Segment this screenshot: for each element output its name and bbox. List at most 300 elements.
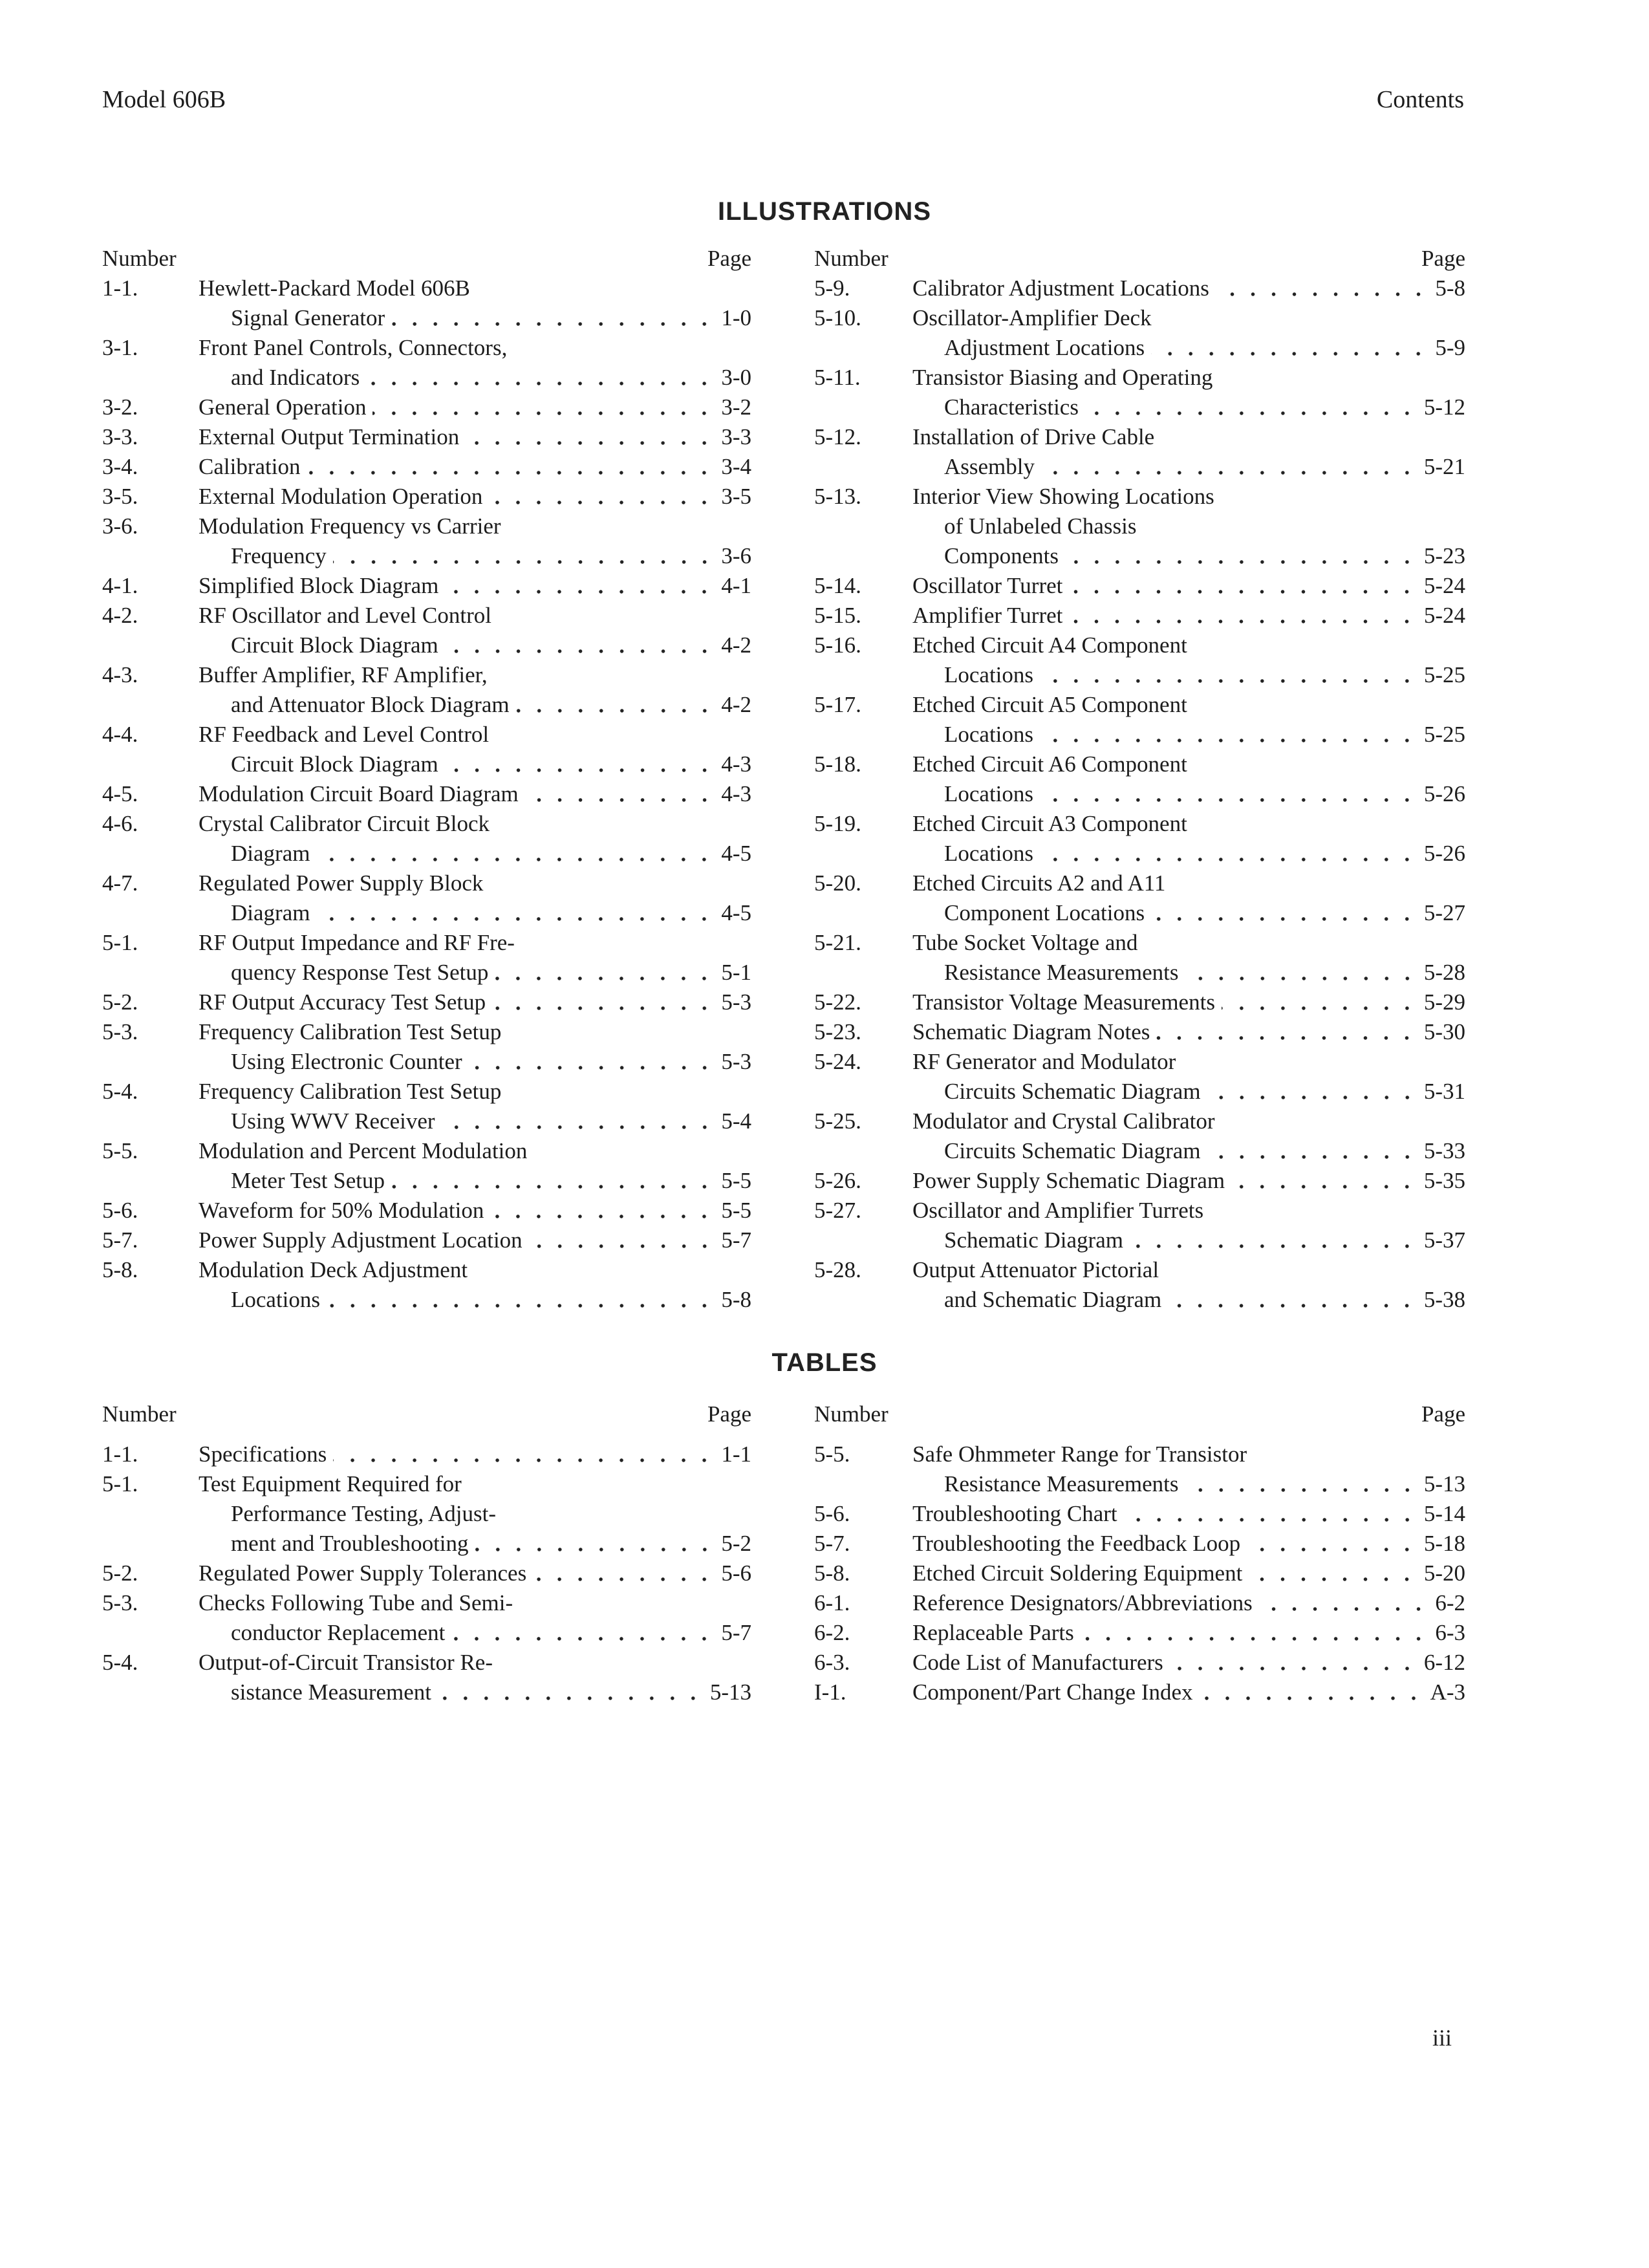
toc-entry (102, 571, 751, 601)
page-number: iii (1432, 2025, 1452, 2051)
entry-number: 5-19. (814, 811, 861, 836)
entry-title: Troubleshooting Chart (912, 1501, 1117, 1526)
dot-leader (333, 1458, 715, 1463)
entry-page: 5-13 (1423, 1471, 1465, 1496)
entry-page: 5-38 (1423, 1287, 1465, 1312)
entry-page: 5-25 (1423, 722, 1465, 747)
toc-entry-line (814, 1529, 1465, 1559)
entry-title: General Operation (199, 394, 367, 420)
toc-entry-line (814, 1017, 1465, 1047)
entry-title: Signal Generator (231, 305, 385, 330)
entry-title: Safe Ohmmeter Range for Transistor (912, 1442, 1247, 1467)
entry-page: 5-2 (721, 1531, 751, 1556)
entry-title: Component Locations (944, 900, 1145, 925)
toc-entry-line (102, 631, 751, 660)
toc-entry-line (814, 541, 1465, 571)
dot-leader (1085, 411, 1417, 416)
entry-title: sistance Measurement (231, 1679, 432, 1705)
entry-number: 5-25. (814, 1108, 861, 1134)
toc-entry (814, 1166, 1465, 1196)
dot-leader (525, 797, 715, 803)
entry-number: 5-2. (102, 1561, 138, 1586)
entry-title: Regulated Power Supply Block (199, 870, 484, 896)
illustrations-right-column (814, 244, 1465, 1315)
toc-entry (102, 1226, 751, 1255)
toc-entry (102, 1136, 751, 1196)
entry-number: 5-1. (102, 930, 138, 955)
entry-title: Output-of-Circuit Transistor Re- (199, 1650, 493, 1675)
dot-leader (1040, 738, 1417, 743)
toc-entry (814, 1588, 1465, 1618)
toc-entry-line (814, 571, 1465, 601)
entry-number: 5-22. (814, 989, 861, 1015)
dot-leader (466, 440, 715, 446)
page-column-label: Page (1421, 246, 1465, 271)
toc-entry (102, 779, 751, 809)
toc-entry-line (814, 779, 1465, 809)
entry-title: quency Response Test Setup (231, 960, 489, 985)
toc-entry-line (102, 809, 751, 839)
toc-entry-line (102, 1166, 751, 1196)
toc-entry-line (102, 1529, 751, 1559)
entry-title: Etched Circuit A6 Component (912, 751, 1187, 777)
entry-page: 3-0 (721, 365, 751, 390)
toc-entry-line (102, 1196, 751, 1226)
entry-number: 1-1. (102, 1442, 138, 1467)
entry-title: Frequency Calibration Test Setup (199, 1019, 502, 1044)
entry-number: 5-8. (102, 1257, 138, 1282)
tables-right-column (814, 1399, 1465, 1707)
entry-title: Diagram (231, 841, 310, 866)
entry-number: 4-2. (102, 603, 138, 628)
entry-title: Circuit Block Diagram (231, 751, 438, 777)
toc-entry-line (102, 274, 751, 303)
page-column-label: Page (707, 1401, 751, 1427)
entry-title: Schematic Diagram Notes (912, 1019, 1150, 1044)
entry-title: RF Generator and Modulator (912, 1049, 1176, 1074)
entry-title: Crystal Calibrator Circuit Block (199, 811, 490, 836)
dot-leader (307, 470, 715, 475)
dot-leader (1151, 916, 1417, 922)
toc-entry-line (102, 571, 751, 601)
entry-title: Power Supply Schematic Diagram (912, 1168, 1225, 1193)
dot-leader (391, 321, 715, 327)
entry-number: 5-18. (814, 751, 861, 777)
entry-title: Installation of Drive Cable (912, 424, 1155, 449)
toc-entry-line (102, 303, 751, 333)
dot-leader (451, 1636, 715, 1641)
toc-entry-line (102, 1255, 751, 1285)
entry-title: Troubleshooting the Feedback Loop (912, 1531, 1241, 1556)
toc-entry (814, 1107, 1465, 1166)
toc-entry-line (814, 482, 1465, 512)
toc-entry-line (102, 958, 751, 988)
dot-leader (438, 1696, 704, 1701)
toc-entry-line (102, 690, 751, 720)
entry-title: Meter Test Setup (231, 1168, 385, 1193)
toc-entry-line (814, 1255, 1465, 1285)
entry-page: 5-1 (721, 960, 751, 985)
entry-page: 5-29 (1423, 989, 1465, 1015)
entry-number: 5-2. (102, 989, 138, 1015)
toc-entry-line (814, 512, 1465, 541)
entry-number: 5-28. (814, 1257, 861, 1282)
entry-title: Replaceable Parts (912, 1620, 1074, 1645)
dot-leader (1185, 976, 1417, 981)
dot-leader (316, 857, 715, 862)
entry-page: 5-37 (1423, 1227, 1465, 1253)
toc-entry (814, 869, 1465, 928)
toc-entry (102, 988, 751, 1017)
entry-title: Locations (944, 662, 1034, 687)
toc-entry-line (814, 363, 1465, 393)
toc-entry (102, 1648, 751, 1707)
toc-entry-line (814, 720, 1465, 750)
entry-number: 3-1. (102, 335, 138, 360)
toc-entry-line (814, 1285, 1465, 1315)
toc-entry (814, 571, 1465, 601)
entry-title: Test Equipment Required for (199, 1471, 462, 1496)
toc-entry (814, 422, 1465, 482)
toc-entry (814, 1529, 1465, 1559)
toc-entry-line (102, 512, 751, 541)
toc-entry-line (102, 839, 751, 869)
entry-title: ment and Troubleshooting (231, 1531, 469, 1556)
dot-leader (445, 589, 715, 594)
toc-entry-line (814, 1196, 1465, 1226)
toc-entry (814, 1678, 1465, 1707)
entry-number: 5-27. (814, 1198, 861, 1223)
entry-title: Etched Circuit A3 Component (912, 811, 1187, 836)
entry-number: 3-5. (102, 484, 138, 509)
entry-title: Front Panel Controls, Connectors, (199, 335, 508, 360)
entry-page: 1-0 (721, 305, 751, 330)
entry-title: Frequency (231, 543, 327, 568)
toc-entry (814, 1255, 1465, 1315)
dot-leader (1200, 1696, 1424, 1701)
dot-leader (1216, 292, 1429, 297)
toc-entry (814, 928, 1465, 988)
entry-title: Modulation and Percent Modulation (199, 1138, 528, 1163)
entry-number: 3-2. (102, 394, 138, 420)
toc-entry (814, 750, 1465, 809)
entry-page: 5-33 (1423, 1138, 1465, 1163)
entry-page: 5-8 (1435, 275, 1465, 301)
dot-leader (1249, 1577, 1417, 1582)
toc-entry-line (102, 1559, 751, 1588)
toc-entry-line (814, 333, 1465, 363)
entry-number: 5-7. (102, 1227, 138, 1253)
entry-title: and Schematic Diagram (944, 1287, 1162, 1312)
entry-title: External Modulation Operation (199, 484, 483, 509)
toc-entry (102, 869, 751, 928)
entry-page: 5-9 (1435, 335, 1465, 360)
toc-entry-line (814, 1648, 1465, 1678)
toc-entry (814, 1440, 1465, 1499)
entry-number: 5-24. (814, 1049, 861, 1074)
entry-number: 4-7. (102, 870, 138, 896)
toc-entry-line (814, 1440, 1465, 1469)
toc-entry (102, 660, 751, 720)
dot-leader (516, 708, 715, 713)
toc-entry (814, 1196, 1465, 1255)
entry-number: 3-6. (102, 513, 138, 539)
toc-entry (102, 1440, 751, 1469)
dot-leader (333, 559, 715, 565)
entry-page: 5-4 (721, 1108, 751, 1134)
entry-title: Etched Circuit A4 Component (912, 632, 1187, 658)
toc-entry (814, 1047, 1465, 1107)
toc-entry-line (814, 1077, 1465, 1107)
toc-entry-line (102, 928, 751, 958)
entry-page: 5-6 (721, 1561, 751, 1586)
entry-title: Locations (944, 841, 1034, 866)
entry-page: 5-25 (1423, 662, 1465, 687)
toc-entry-line (814, 1588, 1465, 1618)
header-section: Contents (1376, 86, 1464, 113)
toc-entry-line (102, 1440, 751, 1469)
entry-title: Modulator and Crystal Calibrator (912, 1108, 1215, 1134)
entry-page: 5-7 (721, 1620, 751, 1645)
toc-entry (102, 1588, 751, 1648)
dot-leader (1040, 797, 1417, 803)
entry-page: 5-26 (1423, 841, 1465, 866)
toc-entry-line (102, 779, 751, 809)
entry-title: RF Feedback and Level Control (199, 722, 490, 747)
entry-number: 3-4. (102, 454, 138, 479)
entry-number: 5-8. (814, 1561, 850, 1586)
toc-entry (102, 928, 751, 988)
entry-title: Performance Testing, Adjust- (231, 1501, 497, 1526)
entry-page: 5-21 (1423, 454, 1465, 479)
toc-entry-line (814, 631, 1465, 660)
dot-leader (1151, 351, 1428, 356)
toc-entry-line (102, 482, 751, 512)
dot-leader (372, 411, 715, 416)
entry-title: Simplified Block Diagram (199, 573, 439, 598)
toc-entry-line (814, 690, 1465, 720)
toc-entry-line (102, 750, 751, 779)
entry-title: Frequency Calibration Test Setup (199, 1079, 502, 1104)
entry-number: 5-6. (102, 1198, 138, 1223)
dot-leader (489, 500, 715, 505)
toc-entry (102, 1077, 751, 1136)
entry-number: 4-1. (102, 573, 138, 598)
entry-title: Oscillator Turret (912, 573, 1063, 598)
dot-leader (1170, 1666, 1417, 1671)
number-column-label: Number (102, 1401, 177, 1427)
toc-entry (102, 1196, 751, 1226)
toc-entry (102, 1559, 751, 1588)
entry-number: 5-16. (814, 632, 861, 658)
toc-entry-line (814, 393, 1465, 422)
toc-entry-line (102, 720, 751, 750)
entry-title: Diagram (231, 900, 310, 925)
dot-leader (1124, 1517, 1417, 1522)
toc-entry-line (102, 898, 751, 928)
entry-title: Calibration (199, 454, 301, 479)
toc-entry (102, 1469, 751, 1559)
entry-page: 6-2 (1435, 1590, 1465, 1615)
entry-number: 5-14. (814, 573, 861, 598)
toc-entry-line (102, 1136, 751, 1166)
entry-title: Circuits Schematic Diagram (944, 1079, 1201, 1104)
toc-entry (814, 303, 1465, 363)
column-header (814, 1399, 1465, 1429)
toc-entry-line (814, 988, 1465, 1017)
toc-entry-line (814, 422, 1465, 452)
entry-page: 5-24 (1423, 603, 1465, 628)
entry-title: Assembly (944, 454, 1035, 479)
entry-title: Output Attenuator Pictorial (912, 1257, 1159, 1282)
entry-page: 4-2 (721, 632, 751, 658)
entry-title: Power Supply Adjustment Location (199, 1227, 523, 1253)
dot-leader (1040, 857, 1417, 862)
entry-title: Characteristics (944, 394, 1079, 420)
entry-page: 5-5 (721, 1168, 751, 1193)
toc-entry-line (814, 1559, 1465, 1588)
toc-entry-line (814, 1166, 1465, 1196)
entry-page: 5-18 (1423, 1531, 1465, 1556)
entry-page: 5-23 (1423, 543, 1465, 568)
toc-entry-line (814, 839, 1465, 869)
dot-leader (1259, 1606, 1429, 1612)
entry-title: Oscillator-Amplifier Deck (912, 305, 1152, 330)
entry-page: 3-4 (721, 454, 751, 479)
tables-heading: TABLES (771, 1348, 878, 1377)
toc-entry-line (814, 303, 1465, 333)
number-column-label: Number (102, 246, 177, 271)
entry-title: External Output Termination (199, 424, 460, 449)
toc-entry-line (814, 1469, 1465, 1499)
column-header (102, 1399, 751, 1429)
entry-page: 4-3 (721, 751, 751, 777)
entry-title: Modulation Circuit Board Diagram (199, 781, 519, 806)
entry-number: 5-6. (814, 1501, 850, 1526)
entry-page: 5-27 (1423, 900, 1465, 925)
toc-entry-line (814, 1226, 1465, 1255)
dot-leader (1065, 559, 1417, 565)
toc-entry-line (102, 660, 751, 690)
toc-entry (102, 452, 751, 482)
entry-page: 4-1 (721, 573, 751, 598)
entry-number: 5-5. (814, 1442, 850, 1467)
toc-entry (814, 1017, 1465, 1047)
toc-entry-line (102, 1017, 751, 1047)
dot-leader (391, 1184, 715, 1189)
toc-entry (814, 601, 1465, 631)
entry-title: Hewlett-Packard Model 606B (199, 275, 470, 301)
toc-entry (814, 274, 1465, 303)
entry-title: Resistance Measurements (944, 1471, 1179, 1496)
entry-title: Etched Circuit A5 Component (912, 692, 1187, 717)
entry-page: 5-7 (721, 1227, 751, 1253)
dot-leader (533, 1577, 715, 1582)
entry-title: Tube Socket Voltage and (912, 930, 1138, 955)
toc-entry (102, 422, 751, 452)
entry-page: 4-5 (721, 841, 751, 866)
entry-title: Resistance Measurements (944, 960, 1179, 985)
dot-leader (1040, 678, 1417, 684)
entry-number: 5-4. (102, 1079, 138, 1104)
entry-number: 5-15. (814, 603, 861, 628)
entry-number: 5-11. (814, 365, 861, 390)
toc-entry-line (102, 1107, 751, 1136)
toc-entry (814, 1648, 1465, 1678)
dot-leader (1041, 470, 1417, 475)
entry-title: Regulated Power Supply Tolerances (199, 1561, 527, 1586)
toc-entry (814, 690, 1465, 750)
dot-leader (1130, 1244, 1417, 1249)
entry-title: Specifications (199, 1442, 327, 1467)
toc-entry-line (814, 928, 1465, 958)
dot-leader (1168, 1303, 1417, 1308)
toc-entry (814, 1618, 1465, 1648)
entry-number: 1-1. (102, 275, 138, 301)
toc-entry (814, 1499, 1465, 1529)
toc-entry-line (814, 274, 1465, 303)
entry-title: Transistor Voltage Measurements (912, 989, 1215, 1015)
dot-leader (1222, 1006, 1417, 1011)
toc-entry-line (102, 1285, 751, 1315)
entry-number: 6-1. (814, 1590, 850, 1615)
entry-title: Schematic Diagram (944, 1227, 1123, 1253)
toc-entry-line (102, 541, 751, 571)
entry-title: Checks Following Tube and Semi- (199, 1590, 513, 1615)
entry-number: 5-13. (814, 484, 861, 509)
toc-entry-line (814, 898, 1465, 928)
entry-title: Locations (231, 1287, 321, 1312)
dot-leader (490, 1214, 715, 1219)
toc-entry-line (814, 869, 1465, 898)
dot-leader (475, 1547, 715, 1552)
entry-title: RF Output Accuracy Test Setup (199, 989, 486, 1015)
dot-leader (1207, 1154, 1417, 1160)
toc-entry (102, 1255, 751, 1315)
dot-leader (492, 1006, 715, 1011)
toc-entry-line (814, 1678, 1465, 1707)
toc-entry-line (102, 1678, 751, 1707)
entry-title: Amplifier Turret (912, 603, 1063, 628)
entry-title: Etched Circuits A2 and A11 (912, 870, 1166, 896)
toc-entry (814, 988, 1465, 1017)
entry-number: 4-3. (102, 662, 138, 687)
toc-entry (102, 1017, 751, 1077)
number-column-label: Number (814, 1401, 889, 1427)
entry-page: 5-5 (721, 1198, 751, 1223)
entry-page: 5-14 (1423, 1501, 1465, 1526)
entry-page: 5-3 (721, 989, 751, 1015)
toc-entry (102, 482, 751, 512)
page-column-label: Page (707, 246, 751, 271)
entry-page: 4-5 (721, 900, 751, 925)
dot-leader (316, 916, 715, 922)
toc-entry (102, 274, 751, 333)
entry-number: 5-20. (814, 870, 861, 896)
dot-leader (1069, 589, 1417, 594)
dot-leader (1207, 1095, 1417, 1100)
entry-page: 6-12 (1423, 1650, 1465, 1675)
entry-title: Etched Circuit Soldering Equipment (912, 1561, 1243, 1586)
entry-number: 6-2. (814, 1620, 850, 1645)
entry-page: 1-1 (721, 1442, 751, 1467)
toc-entry (102, 720, 751, 779)
entry-title: Component/Part Change Index (912, 1679, 1193, 1705)
entry-number: 4-5. (102, 781, 138, 806)
dot-leader (529, 1244, 715, 1249)
entry-page: 5-3 (721, 1049, 751, 1074)
dot-leader (327, 1303, 715, 1308)
